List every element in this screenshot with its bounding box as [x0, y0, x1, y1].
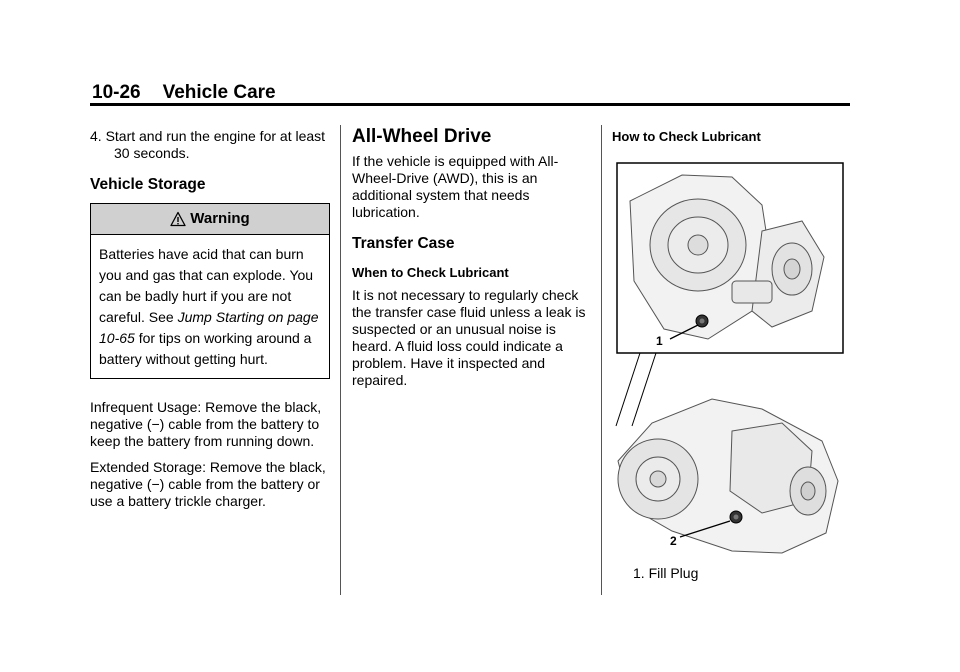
warning-title: Warning: [190, 210, 250, 227]
warning-triangle-icon: [170, 211, 186, 227]
caption-fill-plug: 1. Fill Plug: [633, 565, 699, 581]
transfer-case-drawing: [612, 161, 844, 561]
column-left: [90, 128, 330, 519]
extended-storage-text: Extended Storage: Remove the black, negative (−) cable from the battery or use a battery trickle charger.: [90, 459, 326, 509]
section-title: Vehicle Care: [162, 82, 276, 103]
all-wheel-drive-heading: All-Wheel Drive: [352, 126, 492, 147]
step-4: 4. Start and run the engine for at least 30 seconds.: [90, 128, 326, 161]
warning-text-1: Batteries have acid that can burn you and gas that can explode. You can be badly hurt if you are not careful. See: [99, 246, 314, 325]
how-to-check-heading: How to Check Lubricant: [612, 129, 761, 144]
page-number: 10-26: [92, 82, 141, 103]
column-divider-2: [601, 125, 602, 595]
warning-text-2: for tips on working around a battery without getting hurt.: [99, 330, 312, 367]
page-header: [92, 82, 276, 104]
jump-starting-link[interactable]: Jump Starting on page 10-65: [99, 309, 319, 346]
column-divider-1: [340, 125, 341, 595]
transfer-case-illustration: [612, 161, 844, 561]
warning-body: [91, 235, 329, 378]
awd-text: If the vehicle is equipped with All-Wheel-Drive (AWD), this is an additional system that needs lubrication.: [352, 153, 559, 220]
header-rule: [90, 103, 850, 106]
warning-header: [91, 204, 329, 235]
callout-1: 1: [656, 334, 663, 348]
column-middle: [352, 128, 588, 398]
column-right: [612, 128, 852, 591]
when-to-check-heading: When to Check Lubricant: [352, 265, 509, 280]
infrequent-usage-text: Infrequent Usage: Remove the black, negative (−) cable from the battery to keep the battery from running down.: [90, 399, 322, 449]
transfer-case-heading: Transfer Case: [352, 235, 455, 252]
warning-box: [90, 203, 330, 379]
when-to-check-text: It is not necessary to regularly check the transfer case fluid unless a leak is suspected or an unusual noise is heard. A fluid loss could indicate a problem. Have it inspected and repaired.: [352, 287, 586, 388]
callout-2: 2: [670, 534, 677, 548]
vehicle-storage-heading: Vehicle Storage: [90, 176, 206, 193]
